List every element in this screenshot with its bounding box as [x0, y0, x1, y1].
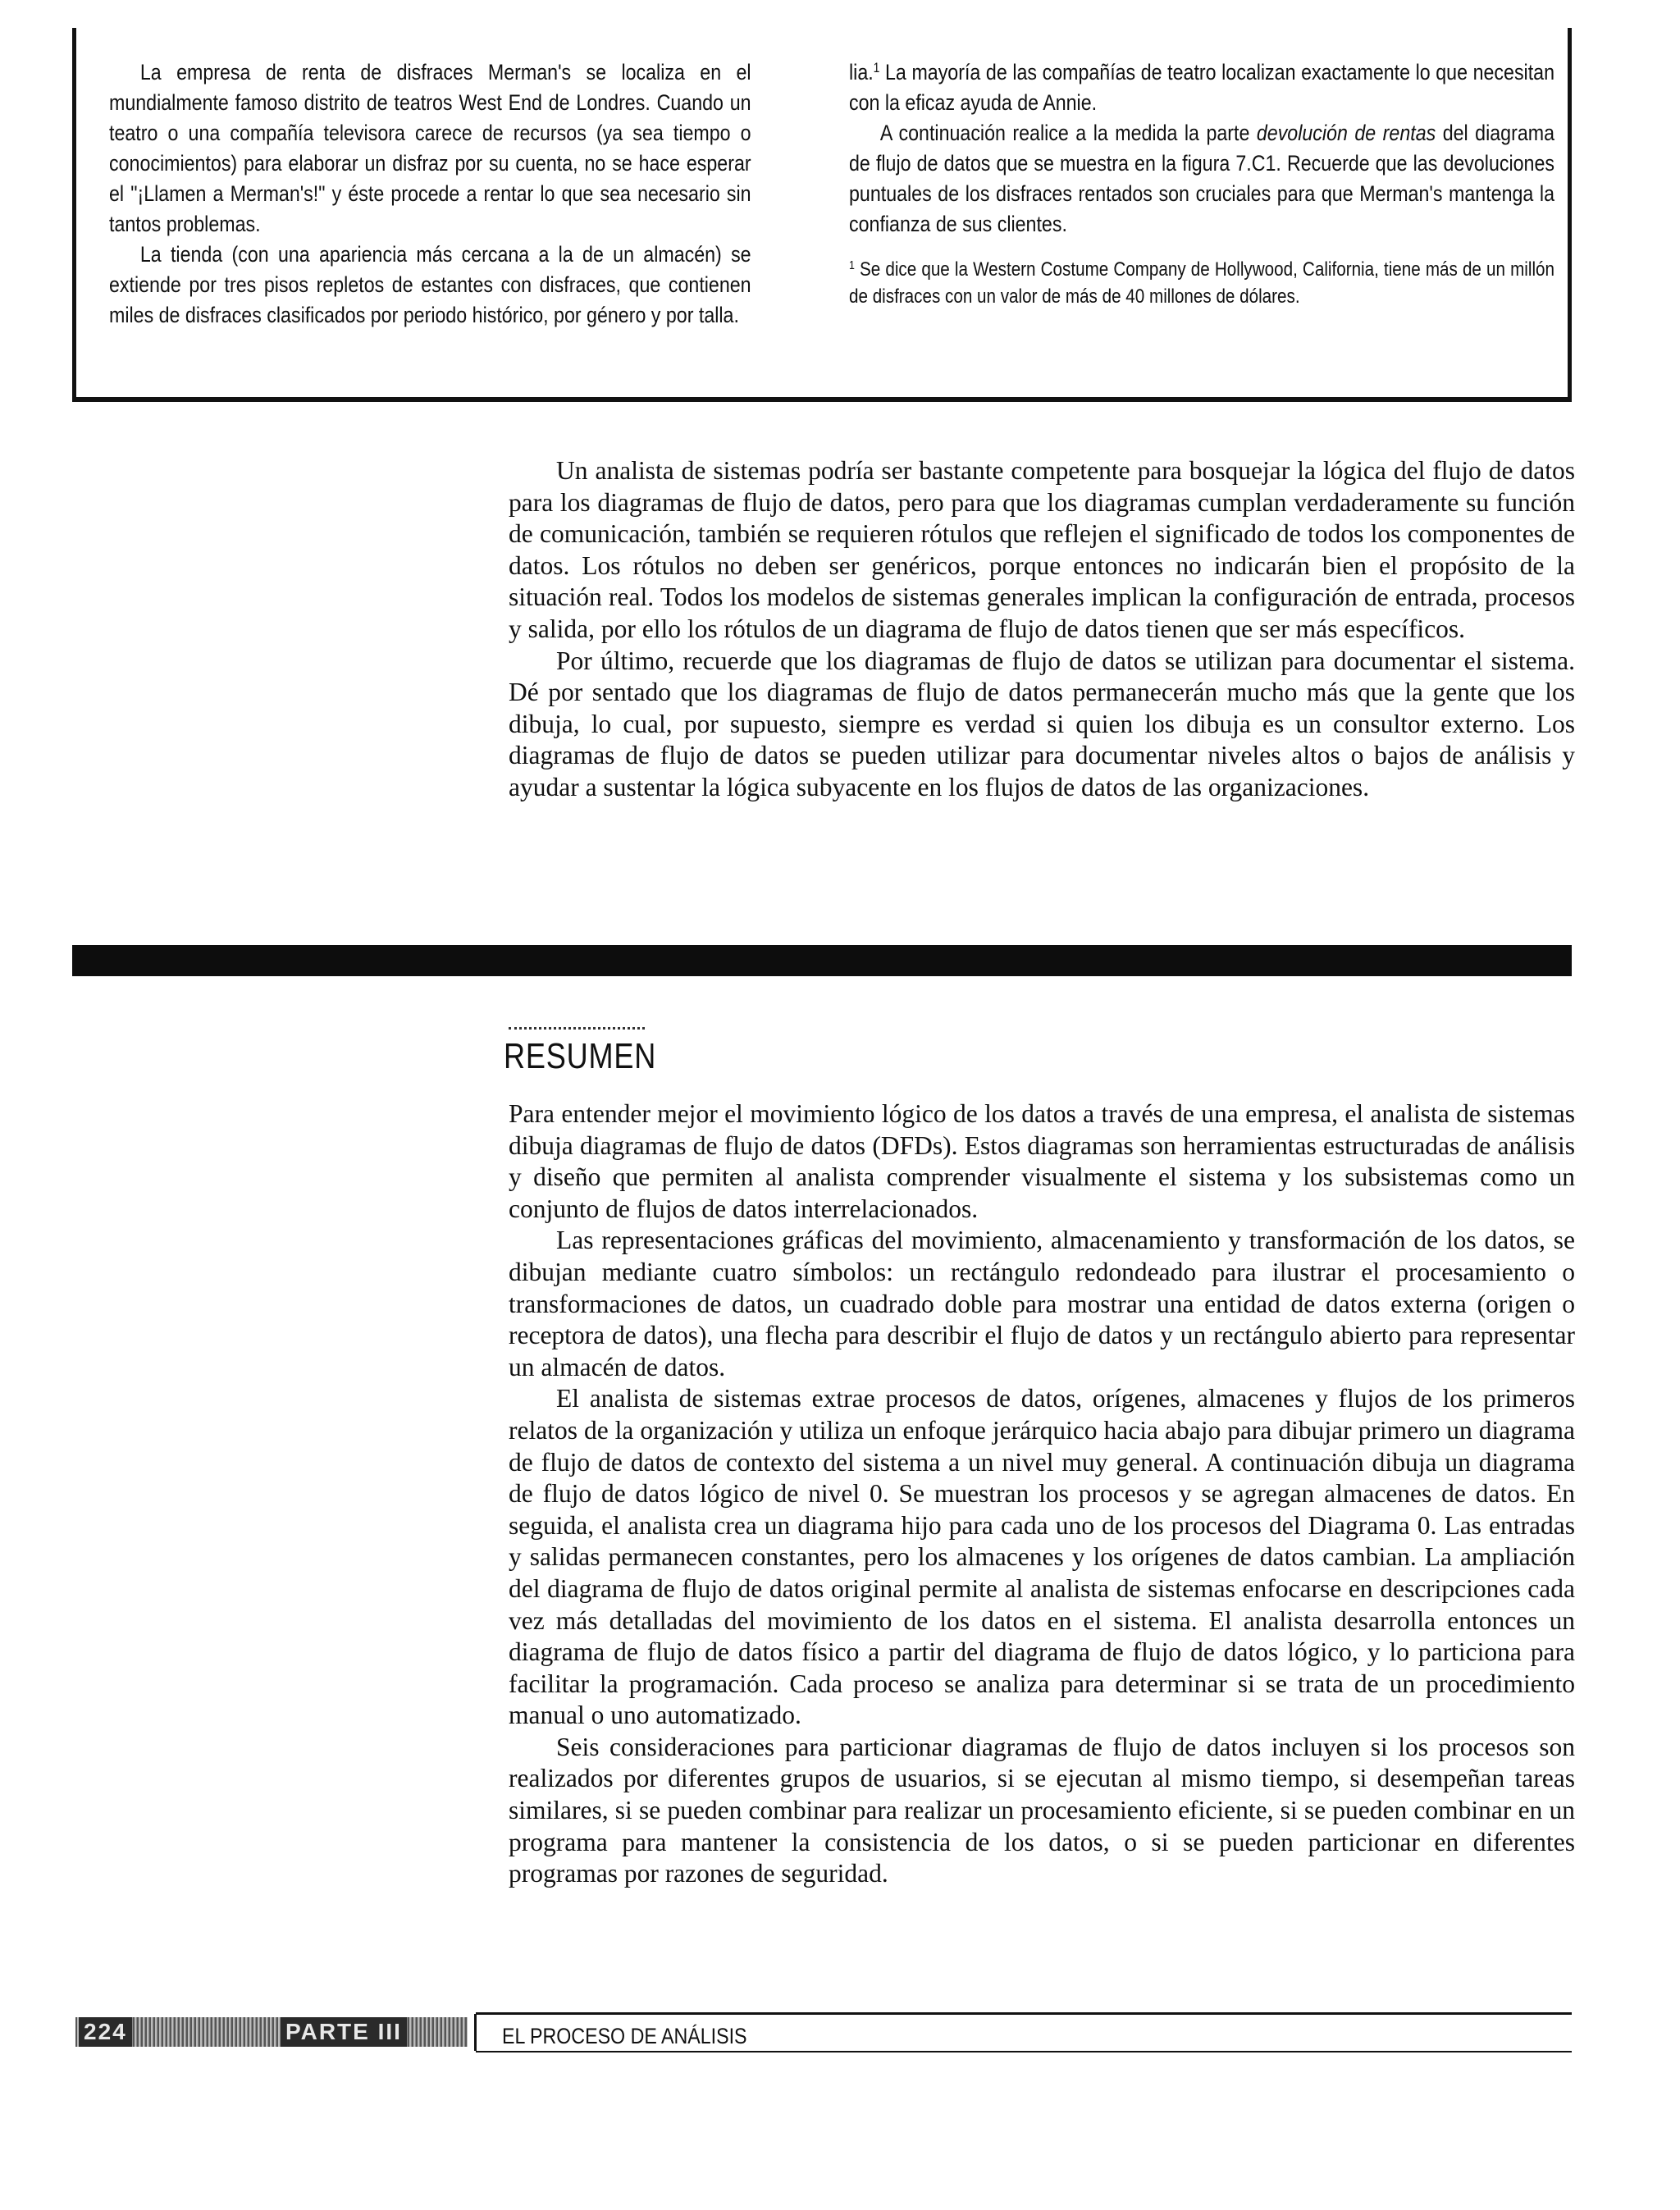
footnote-text: Se dice que la Western Costume Company de Hollywood, California, tiene más de un millón de disfraces con un valor de más de 40 millones de dólares.	[849, 258, 1554, 308]
case-study-left-column	[109, 57, 751, 331]
body-intro	[509, 455, 1575, 804]
heading-dotted-rule	[509, 1027, 645, 1030]
case-study-box	[72, 28, 1572, 402]
body-paragraph: Las representaciones gráficas del movimiento, almacenamiento y transformación de los datos, se dibujan mediante cuatro símbolos: un rectángulo redondeado para ilustrar el procesamiento o transformaciones de datos, un cuadrado doble para mostrar una entidad de datos externa (origen o receptora de datos), una flecha para describir el flujo de datos y un rectángulo abierto para representar un almacén de datos.	[509, 1226, 1575, 1381]
body-paragraph: El analista de sistemas extrae procesos de datos, orígenes, almacenes y flujos de los primeros relatos de la organización y utiliza un enfoque jerárquico hacia abajo para dibujar primero un diagrama de flujo de datos de contexto del sistema a un nivel muy general. A continuación dibuja un diagrama de flujo de datos lógico de nivel 0. Se muestran los procesos y se agregan almacenes de datos. En seguida, el analista crea un diagrama hijo para cada uno de los procesos del Diagrama 0. Las entradas y salidas permanecen constantes, pero los almacenes y los orígenes de datos cambian. La ampliación del diagrama de flujo de datos original permite al analista de sistemas enfocarse en descripciones cada vez más detalladas del movimiento de los datos en el sistema. El analista desarrolla entonces un diagrama de flujo de datos físico a partir del diagrama de flujo de datos lógico, y lo particiona para facilitar la programación. Cada proceso se analiza para determinar si se trata de un procedimiento manual o uno automatizado.	[509, 1384, 1575, 1730]
body-paragraph: Por último, recuerde que los diagramas de flujo de datos se utilizan para documentar el sistema. Dé por sentado que los diagramas de flujo de datos permanecerán mucho más que la gente que los dibuja, lo cual, por supuesto, siempre es verdad si quien los dibuja es un consultor externo. Los diagramas de flujo de datos se pueden utilizar para documentar niveles altos o bajos de análisis y ayudar a sustentar la lógica subyacente en los flujos de datos de las organizaciones.	[509, 646, 1575, 801]
footer-rule	[476, 2012, 1572, 2015]
case-emphasis: devolución de rentas	[1256, 121, 1436, 145]
footnote-mark: 1	[849, 259, 855, 273]
footer-part-banner	[75, 2017, 468, 2047]
case-paragraph	[849, 118, 1554, 240]
summary-body	[509, 1098, 1575, 1890]
part-label: PARTE III	[281, 2017, 407, 2047]
footer-separator	[474, 2014, 477, 2051]
summary-heading: RESUMEN	[504, 1036, 657, 1076]
body-paragraph: Para entender mejor el movimiento lógico de los datos a través de una empresa, el analista de sistemas dibuja diagramas de flujo de datos (DFDs). Estos diagramas son herramientas estructuradas de análisis y diseño que permiten al analista comprender visualmente el sistema y los subsistemas como un conjunto de flujos de datos interrelacionados.	[509, 1099, 1575, 1223]
case-text: La mayoría de las compañías de teatro localizan exactamente lo que necesitan con la eficaz ayuda de Annie.	[849, 60, 1554, 115]
footer-running-title: EL PROCESO DE ANÁLISIS	[502, 2024, 747, 2048]
case-paragraph: lia.$^1$ La mayoría de las compañías de teatro localizan exactamente lo que necesitan con la eficaz ayuda de Annie.	[849, 60, 1554, 115]
footnote-ref: 1	[873, 61, 880, 76]
case-paragraph: La empresa de renta de disfraces Merman's se localiza en el mundialmente famoso distrito de teatros West End de Londres. Cuando un teatro o una compañía televisora carece de recursos (ya sea tiempo o conocimientos) para elaborar un disfraz por su cuenta, no se hace esperar el "¡Llamen a Merman's!" y éste procede a rentar lo que sea necesario sin tantos problemas.	[109, 60, 751, 236]
page-number: 224	[79, 2017, 132, 2047]
case-text: A continuación realice a la medida la parte	[879, 121, 1257, 145]
footnote	[849, 256, 1554, 310]
body-paragraph: Un analista de sistemas podría ser bastante competente para bosquejar la lógica del flujo de datos para los diagramas de flujo de datos, pero para que los diagramas cumplan verdaderamente su función de comunicación, también se requieren rótulos que reflejen el significado de todos los componentes de datos. Los rótulos no deben ser genéricos, porque entonces no indicarán bien el propósito de la situación real. Todos los modelos de sistemas generales implican la configuración de entrada, procesos y salida, por ello los rótulos de un diagrama de flujo de datos tienen que ser más específicos.	[509, 456, 1575, 643]
case-study-right-column	[849, 57, 1554, 310]
footer-rule	[476, 2051, 1572, 2052]
section-divider-bar	[72, 945, 1572, 976]
case-text: del diagrama de flujo de datos que se muestra en la figura 7.C1. Recuerde que las devoluciones puntuales de los disfraces rentados son cruciales para que Merman's mantenga la confianza de sus clientes.	[849, 121, 1554, 236]
case-paragraph: La tienda (con una apariencia más cercana a la de un almacén) se extiende por tres pisos repletos de estantes con disfraces, que contienen miles de disfraces clasificados por periodo histórico, por género y por talla.	[109, 242, 751, 327]
body-paragraph: Seis consideraciones para particionar diagramas de flujo de datos incluyen si los procesos son realizados por diferentes grupos de usuarios, si se ejecutan al mismo tiempo, si desempeñan tareas similares, si se pueden combinar para realizar un procesamiento eficiente, si se pueden combinar en un programa para mantener la consistencia de los datos, o si se pueden particionar en diferentes programas por razones de seguridad.	[509, 1732, 1575, 1888]
